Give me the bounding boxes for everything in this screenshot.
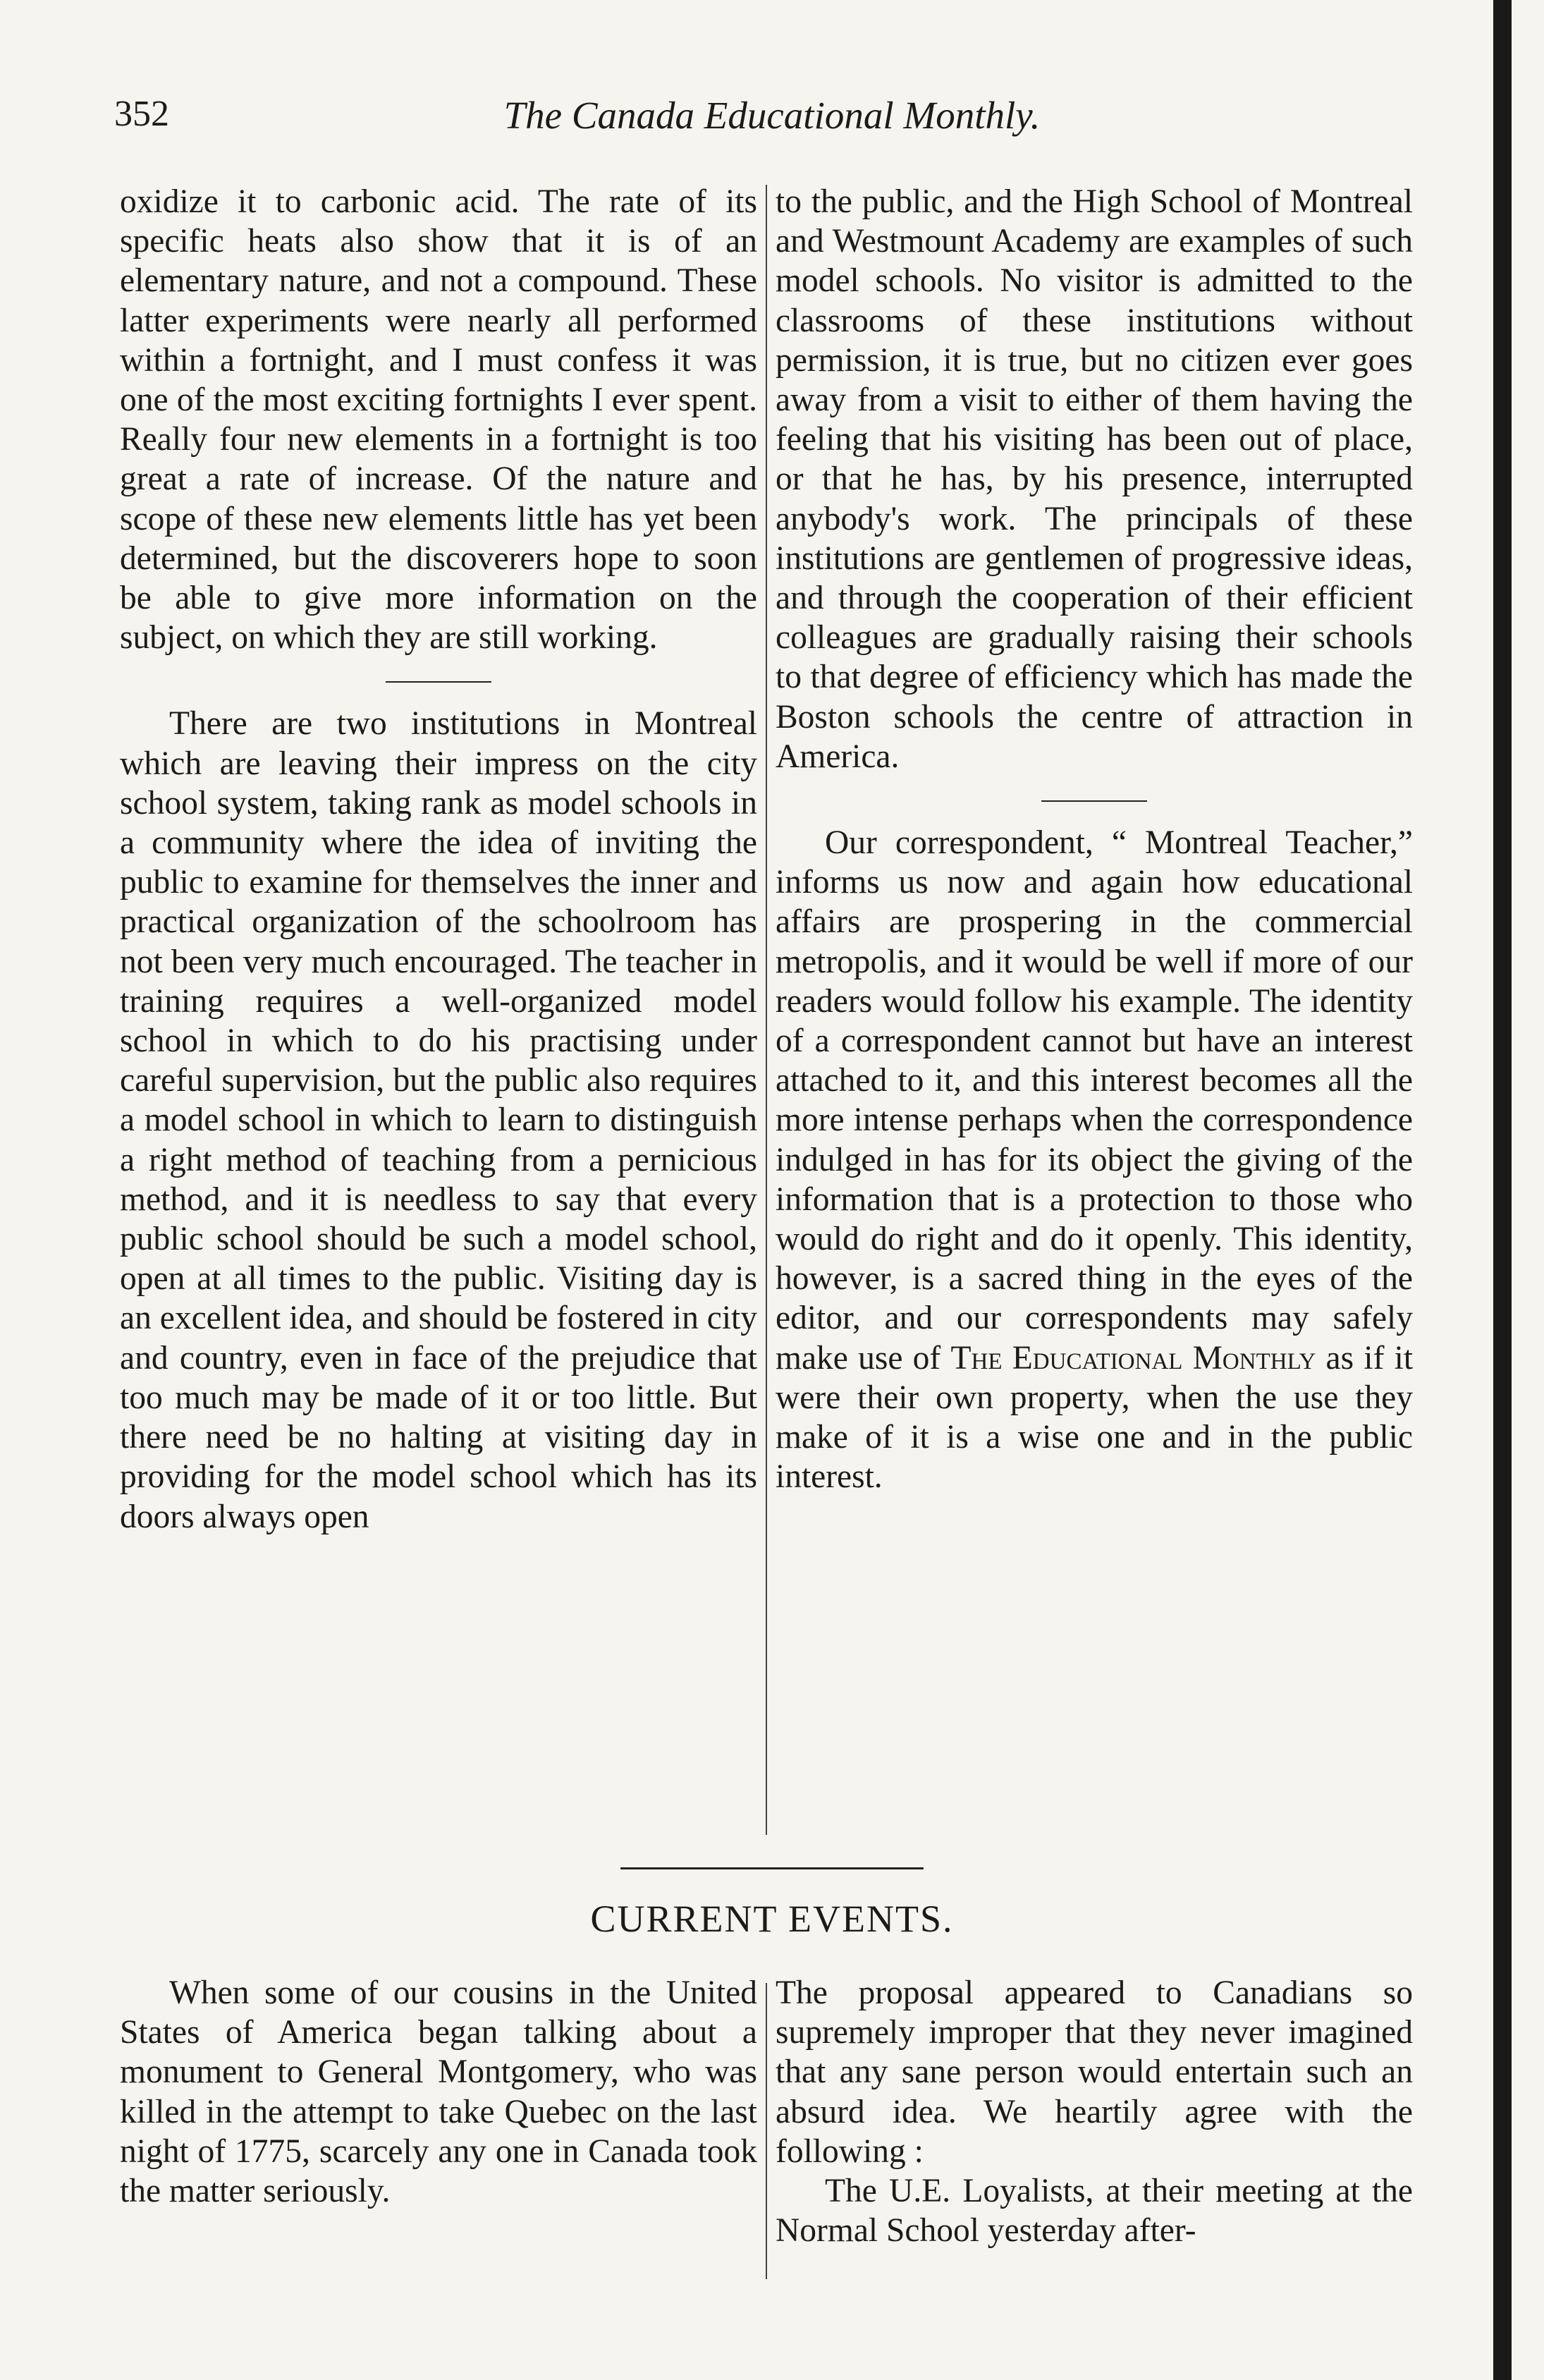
current-events-paragraph-proposal: The proposal appeared to Canadians so supremely improper that they never imagined that any sane person would entertain such an absurd idea. We heartily agree with the following : xyxy=(776,1975,1413,2170)
monthly-title: The Educational Monthly xyxy=(950,1339,1316,1377)
scan-edge-bar xyxy=(1493,0,1512,2380)
section-heading-current-events: CURRENT EVENTS. xyxy=(590,1898,954,1940)
correspondent-text-start: Our correspondent, “ Montreal Teacher,” informs us now and again how educational affairs are prospering in the commercial metropolis, and it would be well if more of our readers would follow his example. The identity of a correspondent cannot but have an interest attached to it, and this interest becomes all the more intense perhaps when the correspondence indulged in has for its object the giving of the information that is a protection to those who would do right and do it openly. This identity, however, is a sacred thing in the eyes of the editor, and our correspondents may safely make use of xyxy=(776,824,1413,1377)
section-rule xyxy=(620,1867,924,1869)
separator-rule xyxy=(1041,800,1147,802)
article-paragraph-model-schools: There are two institutions in Montreal which are leaving their impress on the city school system, taking rank as model schools in a community where the idea of inviting the public to examine for themselves the inner and practical organization of the schoolroom has not been very much encouraged. The teacher in training requires a well-organized model school in which to do his practising under careful supervision, but the public also requires a model school in which to learn to distinguish a right method of teaching from a pernicious method, and it is needless to say that every public school should be such a model school, open at all times to the public. Visiting day is an excellent idea, and should be fostered in city and country, even in face of the prejudice that too much may be made of it or too little. But there need be no halting at visiting day in providing for the model school which has its doors always open xyxy=(120,705,757,1535)
top-right-column xyxy=(776,182,1413,1497)
article-paragraph-model-schools-cont: to the public, and the High School of Montreal and Westmount Academy are examples of such model schools. No visitor is admitted to the classrooms of these institutions without permission, it is true, but no citizen ever goes away from a visit to either of them having the feeling that his visiting has been out of place, or that he has, by his presence, interrupted anybody's work. The principals of these institutions are gentlemen of progressive ideas, and through the cooperation of their efficient colleagues are gradually raising their schools to that degree of efficiency which has made the Boston schools the centre of attraction in America. xyxy=(776,183,1413,775)
page-number: 352 xyxy=(114,94,169,134)
bottom-left-column xyxy=(120,1973,757,2211)
correspondent-text-end: as if it were their own property, when the use they make of it is a wise one and in the public interest. xyxy=(776,1339,1414,1496)
article-paragraph-elements: oxidize it to carbonic acid. The rate of its specific heats also show that it is of an elementary nature, and not a compound. These latter experiments were nearly all performed within a fortnight, and I must confess it was one of the most exciting fortnights I ever spent. Really four new elements in a fortnight is too great a rate of increase. Of the nature and scope of these new elements little has yet been determined, but the discoverers hope to soon be able to give more information on the subject, on which they are still working. xyxy=(120,183,757,657)
current-events-paragraph-montgomery: When some of our cousins in the United States of America began talking about a monument to General Montgomery, who was killed in the attempt to take Quebec on the last night of 1775, scarcely any one in Canada took the matter seriously. xyxy=(120,1975,757,2210)
article-paragraph-correspondent xyxy=(776,823,1413,1496)
bottom-right-column xyxy=(776,1973,1413,2250)
running-title: The Canada Educational Monthly. xyxy=(503,94,1041,137)
column-divider-bottom xyxy=(766,1983,767,2279)
separator-rule xyxy=(386,681,491,683)
top-left-column xyxy=(120,182,757,1537)
current-events-paragraph-loyalists: The U.E. Loyalists, at their meeting at the Normal School yesterday after- xyxy=(776,2173,1413,2250)
column-divider-top xyxy=(766,185,767,1835)
